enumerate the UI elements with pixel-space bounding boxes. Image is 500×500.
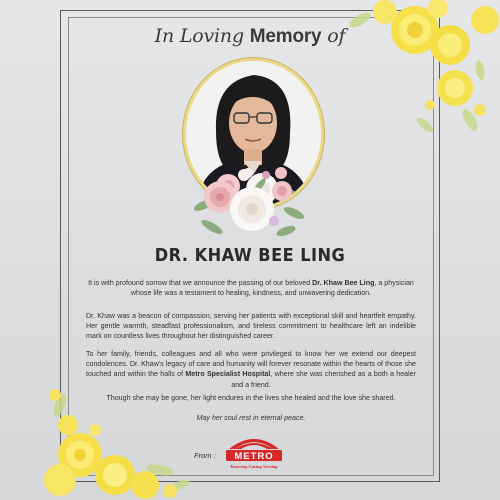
portrait-photo: [183, 58, 324, 210]
condolence-paragraph: To her family, friends, colleagues and all who were privileged to know her we extend our deepest condolences. Dr. Khaw's legacy of care and humanity will forever resonate within the hearts of those she touched and within the halls of Metro Specialist Hospital, where she was cherished as a both a healer and a friend.: [86, 350, 416, 389]
logo-wordmark: METRO: [234, 451, 274, 462]
logo-tagline: Knowing Caring Serving: [230, 464, 278, 469]
announcement-paragraph: It is with profound sorrow that we announce the passing of our beloved Dr. Khaw Bee Ling, a physician whose life was a testament to healing, kindness, and unwavering dedication.: [88, 279, 414, 298]
closing-paragraph: Though she may be gone, her light endures in the lives she healed and the love she shared.: [106, 394, 396, 402]
rest-in-peace-line: May her soul rest in eternal peace.: [196, 414, 306, 422]
from-label: From :: [194, 451, 216, 460]
deceased-name: DR. KHAW BEE LING: [154, 245, 346, 266]
tribute-paragraph: Dr. Khaw was a beacon of compassion, serving her patients with exceptional skill and heartfelt empathy. Her gentle warmth, steadfast professionalism, and tireless commitment to healthcare left an indelible mark on countless lives throughout her distinguished career.: [86, 312, 416, 341]
metro-hospital-logo: [223, 431, 285, 471]
memorial-heading: In Loving Memory of: [154, 25, 346, 47]
